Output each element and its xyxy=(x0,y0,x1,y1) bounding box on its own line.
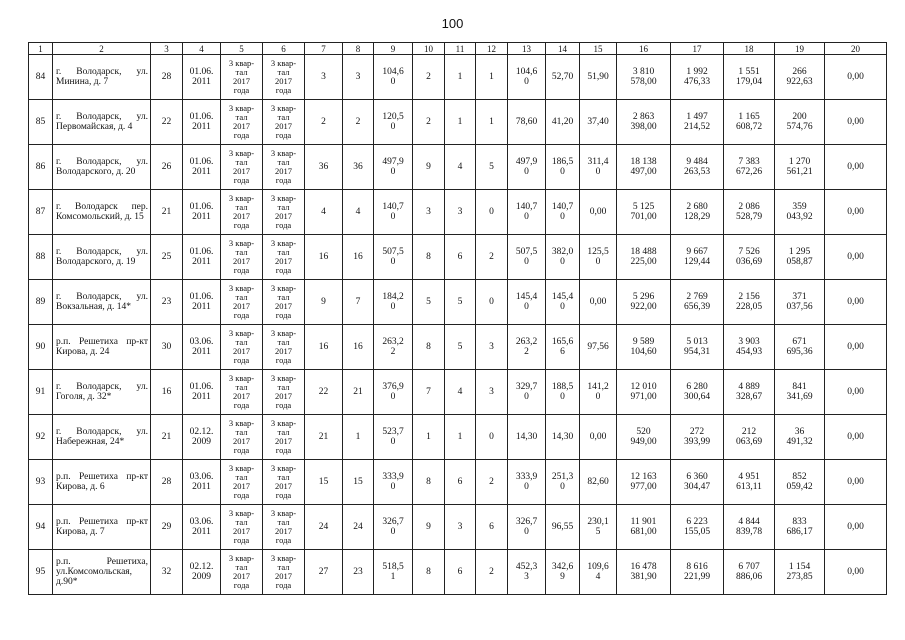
table-cell-col-16: 11 901 681,00 xyxy=(617,505,671,550)
table-cell-col-2: г. Володарск, ул. Володарского, д. 19 xyxy=(53,235,151,280)
table-cell-col-6: 3 квар- тал 2017 года xyxy=(263,280,305,325)
table-row xyxy=(29,235,887,280)
table-cell-col-20: 0,00 xyxy=(825,145,887,190)
table-cell-col-11: 4 xyxy=(445,145,476,190)
table-cell-col-13: 78,60 xyxy=(508,100,546,145)
table-cell-col-8: 16 xyxy=(343,325,374,370)
table-cell-col-12: 0 xyxy=(476,415,508,460)
table-cell-col-14: 251,3 0 xyxy=(546,460,580,505)
data-table xyxy=(28,42,887,595)
table-cell-col-3: 16 xyxy=(151,370,183,415)
table-cell-col-4: 02.12. 2009 xyxy=(183,415,221,460)
table-cell-col-12: 6 xyxy=(476,505,508,550)
column-header-17: 17 xyxy=(671,43,724,55)
table-cell-col-19: 200 574,76 xyxy=(775,100,825,145)
table-cell-col-3: 22 xyxy=(151,100,183,145)
table-cell-col-19: 359 043,92 xyxy=(775,190,825,235)
table-cell-col-16: 12 010 971,00 xyxy=(617,370,671,415)
table-cell-col-16: 18 138 497,00 xyxy=(617,145,671,190)
table-cell-col-14: 145,4 0 xyxy=(546,280,580,325)
table-row xyxy=(29,505,887,550)
table-cell-col-5: 3 квар- тал 2017 года xyxy=(221,235,263,280)
table-cell-col-14: 14,30 xyxy=(546,415,580,460)
table-cell-col-2: р.п. Решетиха пр-кт Кирова, д. 24 xyxy=(53,325,151,370)
table-cell-col-9: 184,2 0 xyxy=(374,280,413,325)
column-header-13: 13 xyxy=(508,43,546,55)
table-cell-col-2: р.п. Решетиха пр-кт Кирова, д. 7 xyxy=(53,505,151,550)
column-header-1: 1 xyxy=(29,43,53,55)
table-cell-col-13: 140,7 0 xyxy=(508,190,546,235)
table-cell-col-14: 342,6 9 xyxy=(546,550,580,595)
table-cell-col-18: 2 156 228,05 xyxy=(724,280,775,325)
table-cell-col-13: 14,30 xyxy=(508,415,546,460)
table-cell-col-2: г. Володарск, ул. Вокзальная, д. 14* xyxy=(53,280,151,325)
table-cell-col-11: 1 xyxy=(445,100,476,145)
table-row xyxy=(29,550,887,595)
table-cell-col-7: 16 xyxy=(305,235,343,280)
table-cell-col-3: 21 xyxy=(151,415,183,460)
table-cell-col-14: 382,0 0 xyxy=(546,235,580,280)
table-cell-col-15: 311,4 0 xyxy=(580,145,617,190)
table-cell-col-13: 333,9 0 xyxy=(508,460,546,505)
table-cell-col-10: 2 xyxy=(413,100,445,145)
table-cell-col-12: 1 xyxy=(476,55,508,100)
table-body xyxy=(29,55,887,595)
header-row xyxy=(29,43,887,55)
table-cell-col-12: 1 xyxy=(476,100,508,145)
table-cell-col-14: 96,55 xyxy=(546,505,580,550)
table-cell-col-12: 2 xyxy=(476,460,508,505)
table-cell-col-20: 0,00 xyxy=(825,190,887,235)
table-cell-col-17: 5 013 954,31 xyxy=(671,325,724,370)
table-cell-col-10: 2 xyxy=(413,55,445,100)
table-cell-col-4: 01.06. 2011 xyxy=(183,55,221,100)
table-cell-col-18: 2 086 528,79 xyxy=(724,190,775,235)
table-cell-col-16: 18 488 225,00 xyxy=(617,235,671,280)
table-row xyxy=(29,145,887,190)
table-cell-col-6: 3 квар- тал 2017 года xyxy=(263,325,305,370)
table-cell-col-9: 263,2 2 xyxy=(374,325,413,370)
table-cell-col-2: г. Володарск, ул. Минина, д. 7 xyxy=(53,55,151,100)
column-header-8: 8 xyxy=(343,43,374,55)
table-cell-col-5: 3 квар- тал 2017 года xyxy=(221,370,263,415)
table-cell-col-13: 263,2 2 xyxy=(508,325,546,370)
table-cell-col-5: 3 квар- тал 2017 года xyxy=(221,415,263,460)
table-cell-col-16: 16 478 381,90 xyxy=(617,550,671,595)
table-cell-col-20: 0,00 xyxy=(825,550,887,595)
table-cell-col-8: 3 xyxy=(343,55,374,100)
table-cell-col-15: 0,00 xyxy=(580,415,617,460)
table-cell-col-15: 82,60 xyxy=(580,460,617,505)
table-cell-col-19: 266 922,63 xyxy=(775,55,825,100)
table-cell-col-1: 92 xyxy=(29,415,53,460)
table-cell-col-18: 4 951 613,11 xyxy=(724,460,775,505)
column-header-2: 2 xyxy=(53,43,151,55)
table-cell-col-2: г. Володарск, ул. Гоголя, д. 32* xyxy=(53,370,151,415)
table-cell-col-5: 3 квар- тал 2017 года xyxy=(221,550,263,595)
table-cell-col-11: 6 xyxy=(445,460,476,505)
table-cell-col-9: 523,7 0 xyxy=(374,415,413,460)
table-cell-col-6: 3 квар- тал 2017 года xyxy=(263,145,305,190)
table-cell-col-8: 36 xyxy=(343,145,374,190)
table-cell-col-5: 3 квар- тал 2017 года xyxy=(221,505,263,550)
table-row xyxy=(29,415,887,460)
table-cell-col-9: 333,9 0 xyxy=(374,460,413,505)
table-cell-col-4: 01.06. 2011 xyxy=(183,100,221,145)
table-cell-col-8: 4 xyxy=(343,190,374,235)
table-cell-col-1: 93 xyxy=(29,460,53,505)
column-header-10: 10 xyxy=(413,43,445,55)
table-cell-col-12: 5 xyxy=(476,145,508,190)
table-cell-col-20: 0,00 xyxy=(825,370,887,415)
table-cell-col-16: 3 810 578,00 xyxy=(617,55,671,100)
table-cell-col-3: 32 xyxy=(151,550,183,595)
table-cell-col-13: 497,9 0 xyxy=(508,145,546,190)
table-cell-col-18: 4 844 839,78 xyxy=(724,505,775,550)
table-cell-col-19: 671 695,36 xyxy=(775,325,825,370)
table-cell-col-19: 833 686,17 xyxy=(775,505,825,550)
table-cell-col-9: 120,5 0 xyxy=(374,100,413,145)
table-cell-col-8: 1 xyxy=(343,415,374,460)
table-cell-col-1: 89 xyxy=(29,280,53,325)
column-header-9: 9 xyxy=(374,43,413,55)
table-cell-col-2: г. Володарск, ул. Первомайская, д. 4 xyxy=(53,100,151,145)
table-cell-col-17: 6 223 155,05 xyxy=(671,505,724,550)
table-row xyxy=(29,325,887,370)
table-cell-col-1: 86 xyxy=(29,145,53,190)
table-cell-col-19: 1 270 561,21 xyxy=(775,145,825,190)
table-cell-col-13: 145,4 0 xyxy=(508,280,546,325)
column-header-20: 20 xyxy=(825,43,887,55)
table-cell-col-17: 1 992 476,33 xyxy=(671,55,724,100)
column-header-12: 12 xyxy=(476,43,508,55)
table-cell-col-16: 520 949,00 xyxy=(617,415,671,460)
table-cell-col-6: 3 квар- тал 2017 года xyxy=(263,415,305,460)
table-cell-col-18: 7 383 672,26 xyxy=(724,145,775,190)
table-cell-col-9: 518,5 1 xyxy=(374,550,413,595)
table-cell-col-16: 12 163 977,00 xyxy=(617,460,671,505)
table-cell-col-5: 3 квар- тал 2017 года xyxy=(221,280,263,325)
table-cell-col-7: 4 xyxy=(305,190,343,235)
table-cell-col-9: 376,9 0 xyxy=(374,370,413,415)
table-cell-col-4: 03.06. 2011 xyxy=(183,505,221,550)
table-cell-col-11: 4 xyxy=(445,370,476,415)
table-row xyxy=(29,370,887,415)
table-cell-col-13: 329,7 0 xyxy=(508,370,546,415)
table-cell-col-11: 3 xyxy=(445,190,476,235)
table-cell-col-19: 371 037,56 xyxy=(775,280,825,325)
table-cell-col-1: 95 xyxy=(29,550,53,595)
table-cell-col-4: 03.06. 2011 xyxy=(183,325,221,370)
table-cell-col-5: 3 квар- тал 2017 года xyxy=(221,190,263,235)
table-cell-col-14: 41,20 xyxy=(546,100,580,145)
table-cell-col-4: 01.06. 2011 xyxy=(183,190,221,235)
table-cell-col-15: 109,6 4 xyxy=(580,550,617,595)
table-cell-col-7: 2 xyxy=(305,100,343,145)
table-cell-col-14: 188,5 0 xyxy=(546,370,580,415)
column-header-5: 5 xyxy=(221,43,263,55)
table-cell-col-17: 6 280 300,64 xyxy=(671,370,724,415)
table-row xyxy=(29,190,887,235)
column-header-14: 14 xyxy=(546,43,580,55)
column-header-6: 6 xyxy=(263,43,305,55)
table-cell-col-17: 1 497 214,52 xyxy=(671,100,724,145)
table-cell-col-17: 2 769 656,39 xyxy=(671,280,724,325)
table-cell-col-1: 91 xyxy=(29,370,53,415)
table-cell-col-9: 507,5 0 xyxy=(374,235,413,280)
table-cell-col-10: 7 xyxy=(413,370,445,415)
table-cell-col-6: 3 квар- тал 2017 года xyxy=(263,370,305,415)
table-cell-col-3: 21 xyxy=(151,190,183,235)
table-cell-col-17: 272 393,99 xyxy=(671,415,724,460)
table-cell-col-7: 3 xyxy=(305,55,343,100)
table-cell-col-1: 88 xyxy=(29,235,53,280)
table-cell-col-11: 5 xyxy=(445,325,476,370)
table-cell-col-6: 3 квар- тал 2017 года xyxy=(263,550,305,595)
table-row xyxy=(29,100,887,145)
table-cell-col-5: 3 квар- тал 2017 года xyxy=(221,145,263,190)
table-cell-col-11: 5 xyxy=(445,280,476,325)
table-cell-col-13: 452,3 3 xyxy=(508,550,546,595)
table-cell-col-12: 0 xyxy=(476,280,508,325)
table-cell-col-9: 104,6 0 xyxy=(374,55,413,100)
column-header-7: 7 xyxy=(305,43,343,55)
table-cell-col-10: 8 xyxy=(413,460,445,505)
table-cell-col-1: 85 xyxy=(29,100,53,145)
table-cell-col-20: 0,00 xyxy=(825,325,887,370)
table-cell-col-3: 29 xyxy=(151,505,183,550)
table-cell-col-12: 3 xyxy=(476,325,508,370)
table-cell-col-15: 0,00 xyxy=(580,190,617,235)
table-cell-col-18: 212 063,69 xyxy=(724,415,775,460)
table-cell-col-8: 16 xyxy=(343,235,374,280)
table-cell-col-3: 26 xyxy=(151,145,183,190)
table-cell-col-20: 0,00 xyxy=(825,55,887,100)
table-cell-col-5: 3 квар- тал 2017 года xyxy=(221,100,263,145)
table-cell-col-11: 6 xyxy=(445,550,476,595)
table-cell-col-18: 6 707 886,06 xyxy=(724,550,775,595)
table-cell-col-13: 104,6 0 xyxy=(508,55,546,100)
table-cell-col-3: 30 xyxy=(151,325,183,370)
table-cell-col-2: г. Володарск пер. Комсомольский, д. 15 xyxy=(53,190,151,235)
table-cell-col-7: 24 xyxy=(305,505,343,550)
table-cell-col-11: 1 xyxy=(445,55,476,100)
table-cell-col-1: 87 xyxy=(29,190,53,235)
table-cell-col-10: 5 xyxy=(413,280,445,325)
table-cell-col-8: 15 xyxy=(343,460,374,505)
table-cell-col-4: 03.06. 2011 xyxy=(183,460,221,505)
table-cell-col-6: 3 квар- тал 2017 года xyxy=(263,55,305,100)
table-cell-col-20: 0,00 xyxy=(825,100,887,145)
table-cell-col-12: 3 xyxy=(476,370,508,415)
table-cell-col-20: 0,00 xyxy=(825,505,887,550)
page-number: 100 xyxy=(441,16,464,31)
table-cell-col-14: 165,6 6 xyxy=(546,325,580,370)
table-cell-col-10: 8 xyxy=(413,550,445,595)
table-cell-col-3: 25 xyxy=(151,235,183,280)
column-header-11: 11 xyxy=(445,43,476,55)
table-cell-col-8: 21 xyxy=(343,370,374,415)
table-cell-col-11: 3 xyxy=(445,505,476,550)
table-cell-col-9: 497,9 0 xyxy=(374,145,413,190)
table-cell-col-10: 8 xyxy=(413,325,445,370)
table-row xyxy=(29,460,887,505)
table-cell-col-1: 94 xyxy=(29,505,53,550)
table-cell-col-17: 6 360 304,47 xyxy=(671,460,724,505)
table-cell-col-8: 2 xyxy=(343,100,374,145)
table-cell-col-6: 3 квар- тал 2017 года xyxy=(263,100,305,145)
table-cell-col-20: 0,00 xyxy=(825,235,887,280)
table-cell-col-8: 24 xyxy=(343,505,374,550)
table-cell-col-14: 52,70 xyxy=(546,55,580,100)
table-cell-col-1: 90 xyxy=(29,325,53,370)
table-cell-col-4: 01.06. 2011 xyxy=(183,145,221,190)
table-cell-col-16: 5 296 922,00 xyxy=(617,280,671,325)
table-cell-col-14: 186,5 0 xyxy=(546,145,580,190)
table-cell-col-7: 15 xyxy=(305,460,343,505)
table-cell-col-7: 36 xyxy=(305,145,343,190)
table-cell-col-9: 326,7 0 xyxy=(374,505,413,550)
table-cell-col-20: 0,00 xyxy=(825,460,887,505)
table-cell-col-2: г. Володарск, ул. Набережная, 24* xyxy=(53,415,151,460)
table-cell-col-17: 2 680 128,29 xyxy=(671,190,724,235)
table-cell-col-16: 9 589 104,60 xyxy=(617,325,671,370)
table-cell-col-4: 01.06. 2011 xyxy=(183,280,221,325)
table-cell-col-1: 84 xyxy=(29,55,53,100)
table-cell-col-15: 141,2 0 xyxy=(580,370,617,415)
table-cell-col-9: 140,7 0 xyxy=(374,190,413,235)
table-cell-col-15: 230,1 5 xyxy=(580,505,617,550)
table-cell-col-15: 97,56 xyxy=(580,325,617,370)
table-cell-col-6: 3 квар- тал 2017 года xyxy=(263,235,305,280)
table-cell-col-18: 1 165 608,72 xyxy=(724,100,775,145)
table-cell-col-12: 2 xyxy=(476,550,508,595)
table-cell-col-4: 01.06. 2011 xyxy=(183,370,221,415)
table-cell-col-14: 140,7 0 xyxy=(546,190,580,235)
table-cell-col-18: 3 903 454,93 xyxy=(724,325,775,370)
column-header-4: 4 xyxy=(183,43,221,55)
table-cell-col-10: 8 xyxy=(413,235,445,280)
column-header-18: 18 xyxy=(724,43,775,55)
table-cell-col-5: 3 квар- тал 2017 года xyxy=(221,460,263,505)
table-cell-col-19: 1 154 273,85 xyxy=(775,550,825,595)
column-header-15: 15 xyxy=(580,43,617,55)
table-cell-col-8: 23 xyxy=(343,550,374,595)
table-cell-col-3: 23 xyxy=(151,280,183,325)
table-cell-col-2: р.п. Решетиха, ул.Комсомольская, д.90* xyxy=(53,550,151,595)
table-cell-col-19: 841 341,69 xyxy=(775,370,825,415)
table-cell-col-19: 1 295 058,87 xyxy=(775,235,825,280)
table-cell-col-6: 3 квар- тал 2017 года xyxy=(263,505,305,550)
table-cell-col-7: 22 xyxy=(305,370,343,415)
table-cell-col-19: 36 491,32 xyxy=(775,415,825,460)
table-cell-col-13: 507,5 0 xyxy=(508,235,546,280)
table-cell-col-15: 37,40 xyxy=(580,100,617,145)
table-cell-col-18: 4 889 328,67 xyxy=(724,370,775,415)
table-cell-col-3: 28 xyxy=(151,55,183,100)
table-cell-col-10: 3 xyxy=(413,190,445,235)
table-cell-col-11: 6 xyxy=(445,235,476,280)
table-cell-col-6: 3 квар- тал 2017 года xyxy=(263,460,305,505)
table-cell-col-4: 02.12. 2009 xyxy=(183,550,221,595)
table-cell-col-20: 0,00 xyxy=(825,415,887,460)
table-cell-col-17: 9 484 263,53 xyxy=(671,145,724,190)
table-cell-col-2: г. Володарск, ул. Володарского, д. 20 xyxy=(53,145,151,190)
table-cell-col-20: 0,00 xyxy=(825,280,887,325)
table-cell-col-5: 3 квар- тал 2017 года xyxy=(221,325,263,370)
table-row xyxy=(29,280,887,325)
table-cell-col-7: 27 xyxy=(305,550,343,595)
table-cell-col-18: 7 526 036,69 xyxy=(724,235,775,280)
table-cell-col-10: 9 xyxy=(413,145,445,190)
table-cell-col-4: 01.06. 2011 xyxy=(183,235,221,280)
table-cell-col-15: 51,90 xyxy=(580,55,617,100)
table-cell-col-2: р.п. Решетиха пр-кт Кирова, д. 6 xyxy=(53,460,151,505)
table-cell-col-17: 9 667 129,44 xyxy=(671,235,724,280)
table-cell-col-7: 21 xyxy=(305,415,343,460)
table-cell-col-7: 16 xyxy=(305,325,343,370)
table-cell-col-16: 5 125 701,00 xyxy=(617,190,671,235)
column-header-3: 3 xyxy=(151,43,183,55)
table-cell-col-10: 1 xyxy=(413,415,445,460)
table-cell-col-13: 326,7 0 xyxy=(508,505,546,550)
table-cell-col-5: 3 квар- тал 2017 года xyxy=(221,55,263,100)
table-cell-col-7: 9 xyxy=(305,280,343,325)
table-cell-col-6: 3 квар- тал 2017 года xyxy=(263,190,305,235)
table-cell-col-8: 7 xyxy=(343,280,374,325)
table-row xyxy=(29,55,887,100)
table-cell-col-15: 0,00 xyxy=(580,280,617,325)
table-cell-col-18: 1 551 179,04 xyxy=(724,55,775,100)
table-cell-col-10: 9 xyxy=(413,505,445,550)
table-cell-col-11: 1 xyxy=(445,415,476,460)
column-header-19: 19 xyxy=(775,43,825,55)
table-cell-col-12: 0 xyxy=(476,190,508,235)
table-cell-col-16: 2 863 398,00 xyxy=(617,100,671,145)
table-cell-col-3: 28 xyxy=(151,460,183,505)
table-cell-col-12: 2 xyxy=(476,235,508,280)
table-cell-col-15: 125,5 0 xyxy=(580,235,617,280)
table-cell-col-19: 852 059,42 xyxy=(775,460,825,505)
column-header-16: 16 xyxy=(617,43,671,55)
table-cell-col-17: 8 616 221,99 xyxy=(671,550,724,595)
